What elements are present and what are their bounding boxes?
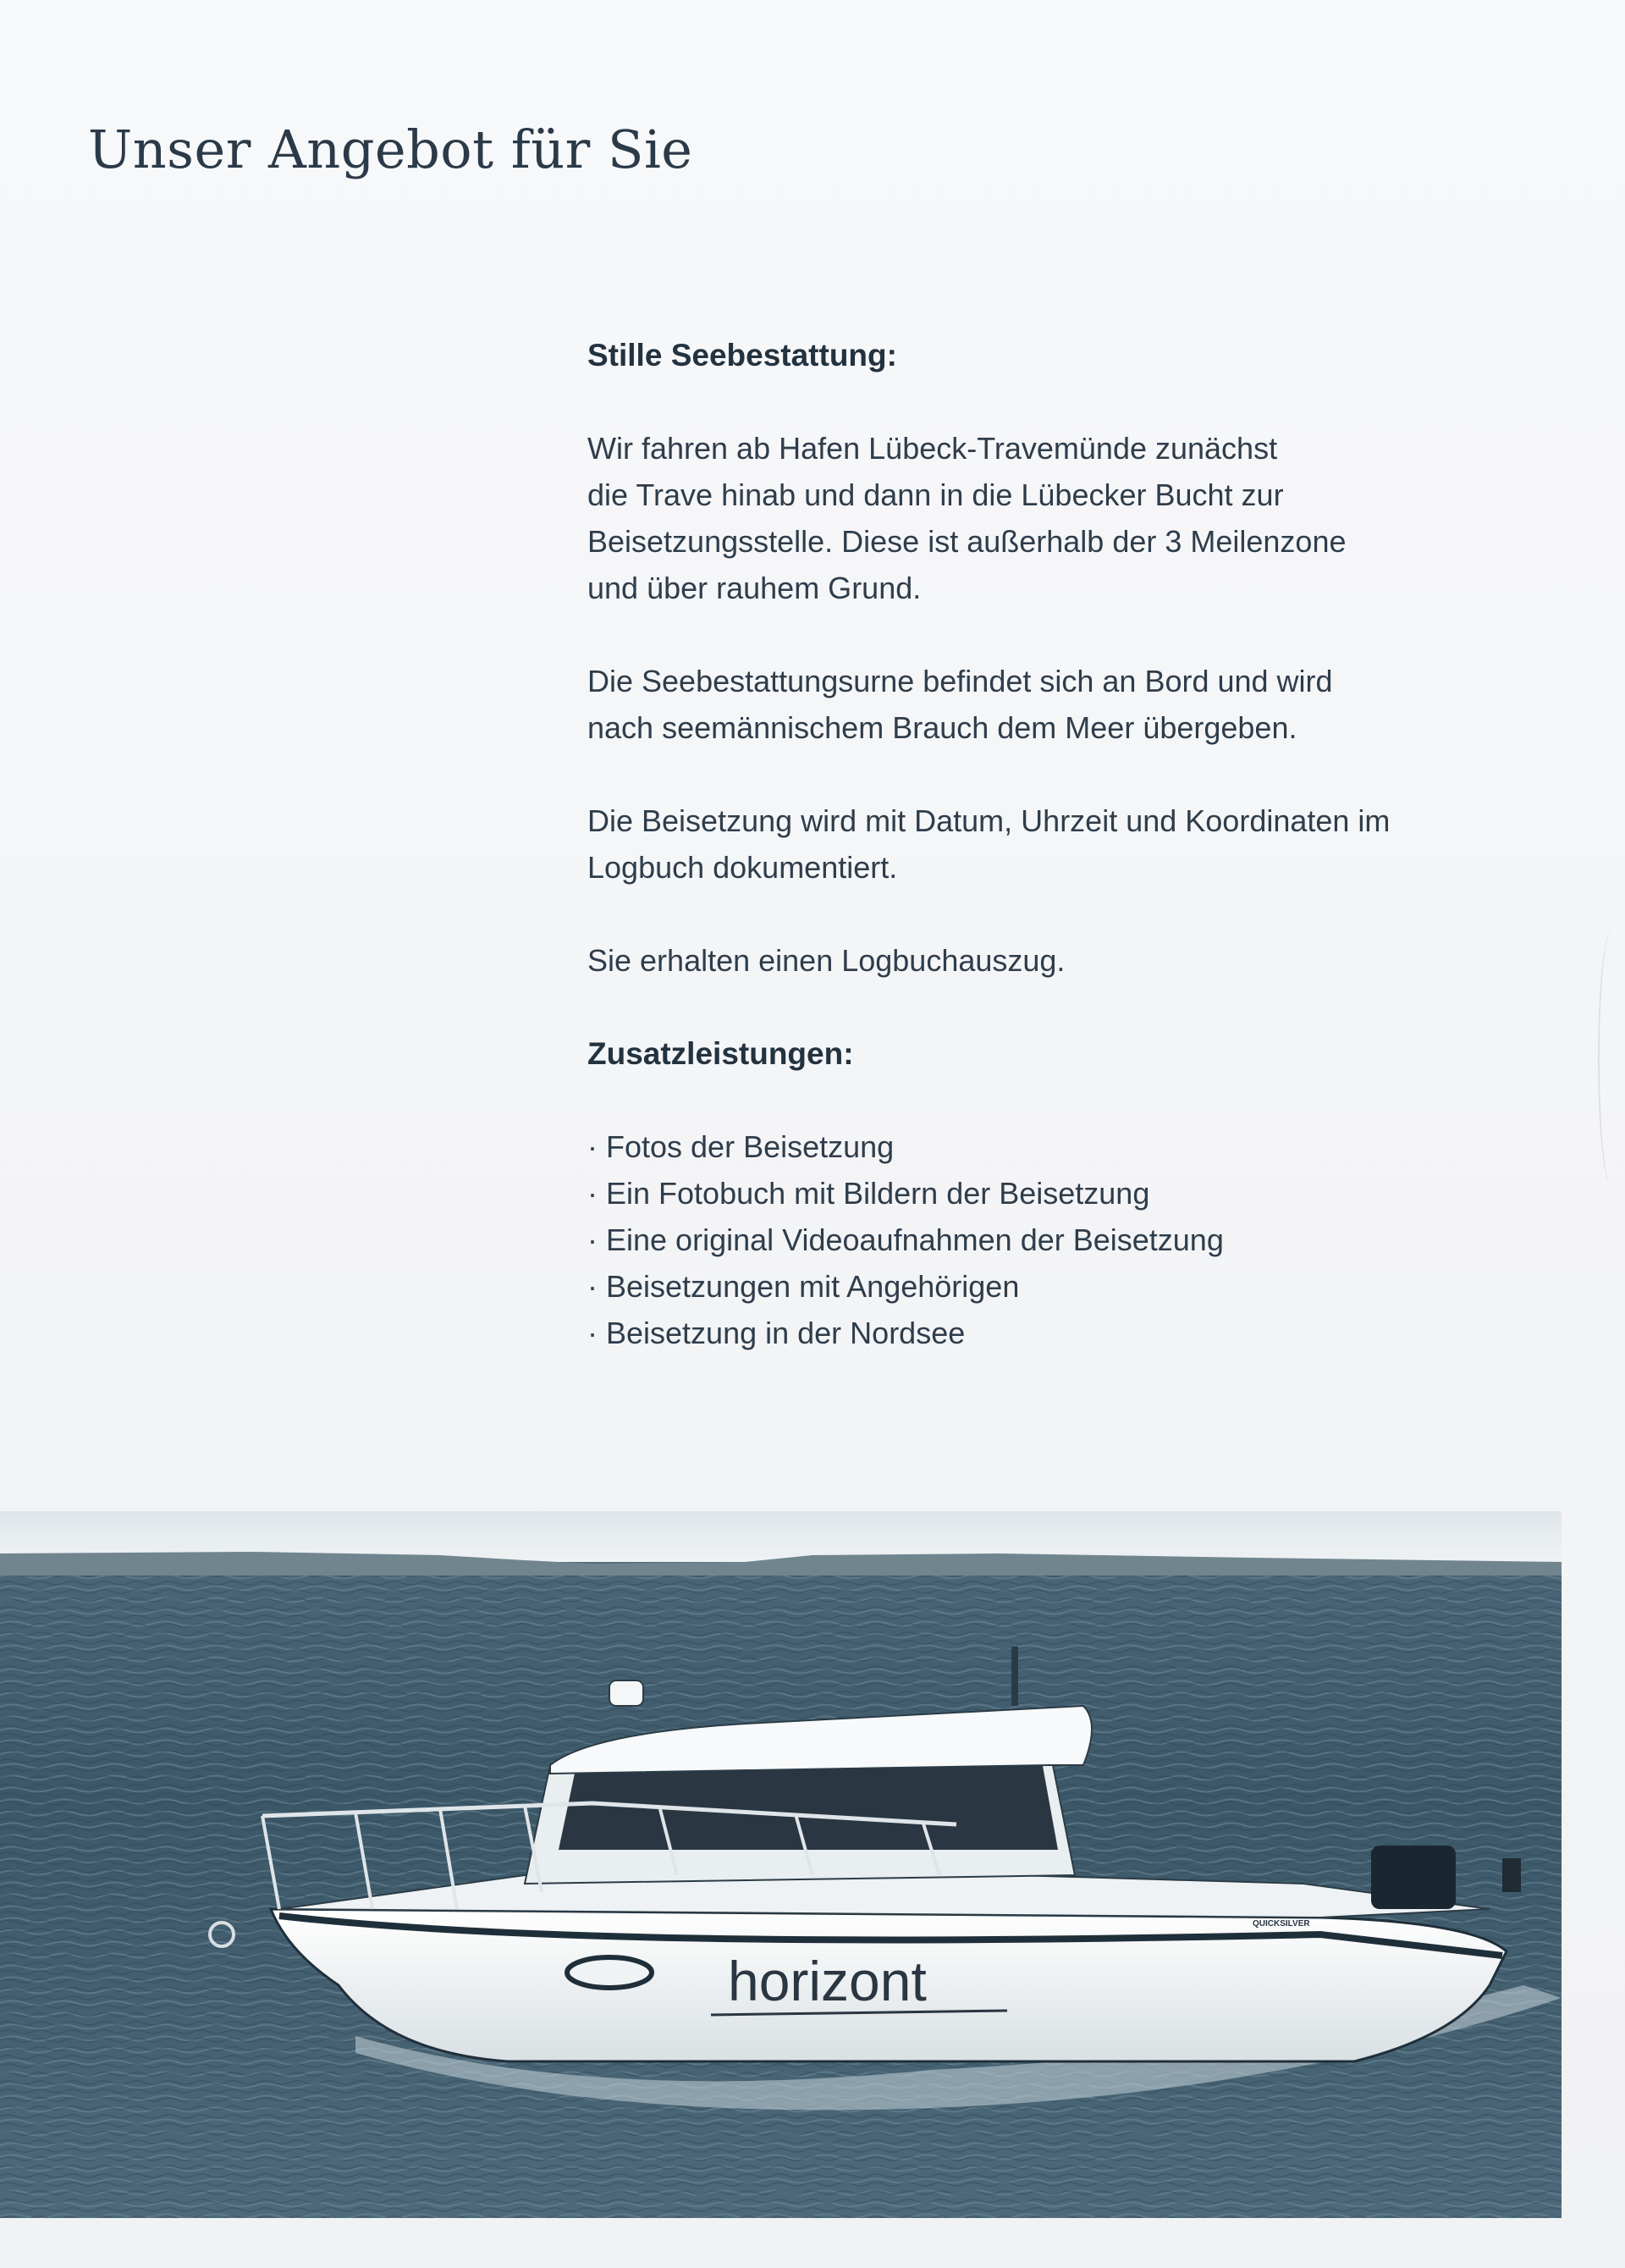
zusatzleistungen-list bbox=[587, 1123, 1544, 1356]
paragraph-urne: Die Seebestattungsurne befindet sich an Bord und wird nach seemännischem Brauch dem Meer übergeben. bbox=[587, 664, 1333, 745]
list-item: · Fotos der Beisetzung bbox=[587, 1123, 1544, 1170]
list-item: · Beisetzung in der Nordsee bbox=[587, 1310, 1544, 1356]
boat-photo bbox=[0, 1511, 1562, 2218]
offer-text-column bbox=[587, 332, 1544, 1356]
zusatzleistungen-heading: Zusatzleistungen: bbox=[587, 1036, 854, 1071]
paragraph-logbuchauszug: Sie erhalten einen Logbuchauszug. bbox=[587, 943, 1066, 978]
stille-seebestattung-heading: Stille Seebestattung: bbox=[587, 338, 897, 372]
boat-photo-illustration bbox=[0, 1511, 1562, 2218]
page-title: Unser Angebot für Sie bbox=[88, 119, 693, 180]
list-item: · Eine original Videoaufnahmen der Beisetzung bbox=[587, 1217, 1544, 1263]
boat-name-label: horizont bbox=[728, 1950, 927, 2012]
paragraph-logbuch: Die Beisetzung wird mit Datum, Uhrzeit und Koordinaten im Logbuch dokumentiert. bbox=[587, 803, 1391, 885]
list-item: · Beisetzungen mit Angehörigen bbox=[587, 1263, 1544, 1310]
page-edge-curve bbox=[1598, 931, 1625, 1185]
hull-brand-label: QUICKSILVER bbox=[1253, 1919, 1310, 1929]
paragraph-route: Wir fahren ab Hafen Lübeck-Travemünde zunächst die Trave hinab und dann in die Lübecker Bucht zur Beisetzungsstelle. Diese ist außerhalb der 3 Meilenzone und über rauhem Grund. bbox=[587, 431, 1347, 605]
list-item: · Ein Fotobuch mit Bildern der Beisetzung bbox=[587, 1170, 1544, 1217]
